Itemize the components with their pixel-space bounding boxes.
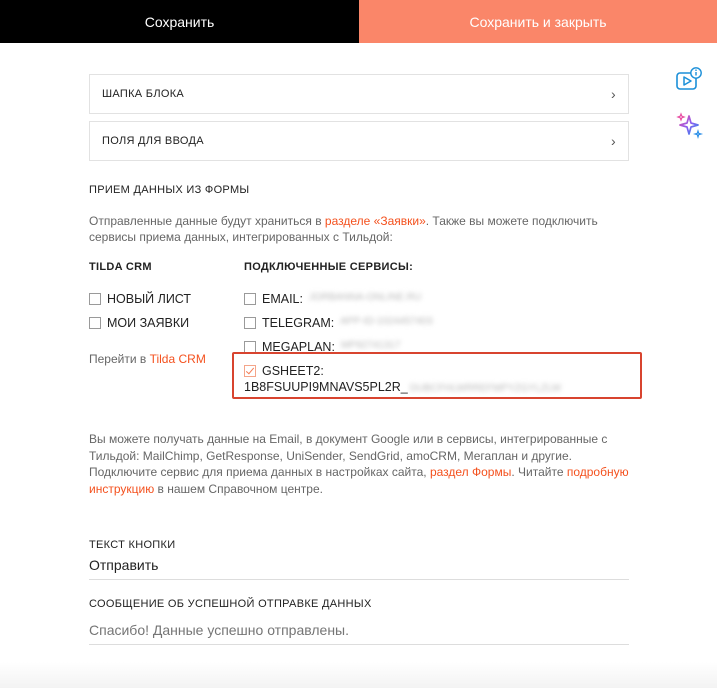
checkbox-label: МОИ ЗАЯВКИ: [107, 316, 190, 330]
tilda-crm-title: TILDA CRM: [89, 261, 152, 273]
crm-option-my-requests[interactable]: [89, 316, 189, 330]
chevron-right-icon: ›: [611, 86, 616, 102]
desc-text: Отправленные данные будут храниться в: [89, 214, 325, 228]
accordion-label: ПОЛЯ ДЛЯ ВВОДА: [102, 135, 204, 147]
service-label: EMAIL:: [262, 292, 303, 306]
service-value: MP92741317: [340, 340, 401, 351]
goto-crm: [89, 352, 206, 366]
service-label: TELEGRAM:: [262, 316, 335, 330]
data-receivers: [89, 261, 629, 431]
service-label: GSHEET2:: [262, 364, 324, 378]
success-message-field: [89, 598, 629, 645]
crm-option-new-list[interactable]: [89, 292, 191, 306]
service-telegram[interactable]: [244, 316, 433, 330]
checkbox[interactable]: [89, 317, 101, 329]
service-value-hidden: DUBCFHLWRREFMPYZGYLZLW: [409, 383, 562, 394]
success-message-label: СООБЩЕНИЕ ОБ УСПЕШНОЙ ОТПРАВКЕ ДАННЫХ: [89, 598, 372, 610]
requests-section-link[interactable]: разделе «Заявки»: [324, 214, 426, 228]
form-data-title: ПРИЕМ ДАННЫХ ИЗ ФОРМЫ: [89, 184, 250, 196]
tilda-crm-link[interactable]: Tilda CRM: [149, 352, 206, 366]
checkbox[interactable]: [244, 293, 256, 305]
button-text-input[interactable]: [89, 551, 629, 580]
bottom-fade: [0, 662, 717, 688]
highlight-annotation: [232, 352, 642, 399]
button-text-field: [89, 539, 629, 580]
success-message-input[interactable]: [89, 616, 629, 645]
sparkles-icon[interactable]: [674, 110, 704, 140]
info-text: . Читайте: [511, 465, 567, 479]
instruction-link[interactable]: подробную инструкцию: [89, 465, 629, 496]
service-value: APP-ID-1024457403: [340, 316, 433, 327]
button-text-label: ТЕКСТ КНОПКИ: [89, 539, 176, 551]
settings-panel: [89, 74, 629, 645]
service-email[interactable]: [244, 292, 421, 306]
services-info-paragraph: [89, 431, 629, 497]
form-data-description: [89, 213, 629, 245]
service-label: MEGAPLAN:: [262, 340, 335, 354]
info-text: Вы можете получать данные на Email, в документ Google или в сервисы, интегрированные с Тильдой: MailChimp, GetResponse, UniSender, SendGrid, amoCRM, Мегаплан и другие. Подключите сервис для приема данных в настройках сайта,: [89, 432, 608, 479]
save-button[interactable]: Сохранить: [0, 0, 359, 43]
top-toolbar: [0, 0, 717, 43]
checkbox[interactable]: [89, 293, 101, 305]
chevron-right-icon: ›: [611, 133, 616, 149]
accordion-label: ШАПКА БЛОКА: [102, 88, 185, 100]
accordion-input-fields[interactable]: [89, 121, 629, 161]
goto-crm-text: Перейти в: [89, 352, 150, 366]
save-and-close-button[interactable]: Сохранить и закрыть: [359, 0, 717, 43]
connected-services-title: ПОДКЛЮЧЕННЫЕ СЕРВИСЫ:: [244, 261, 414, 273]
forms-section-link[interactable]: раздел Формы: [429, 465, 512, 479]
video-help-icon[interactable]: [674, 66, 704, 96]
service-value: 1B8FSUUPI9MNAVS5PL2R_: [244, 380, 408, 394]
accordion-header-block[interactable]: [89, 74, 629, 114]
desc-text: . Также вы можете подключить сервисы приема данных, интегрированных с Тильдой:: [89, 214, 598, 244]
checkbox[interactable]: [244, 317, 256, 329]
info-text: в нашем Справочном центре.: [154, 481, 323, 496]
checkbox-label: НОВЫЙ ЛИСТ: [107, 292, 192, 306]
service-value: JORBANNA-ONLINE.RU: [309, 292, 422, 303]
side-toolbar: [674, 66, 704, 154]
